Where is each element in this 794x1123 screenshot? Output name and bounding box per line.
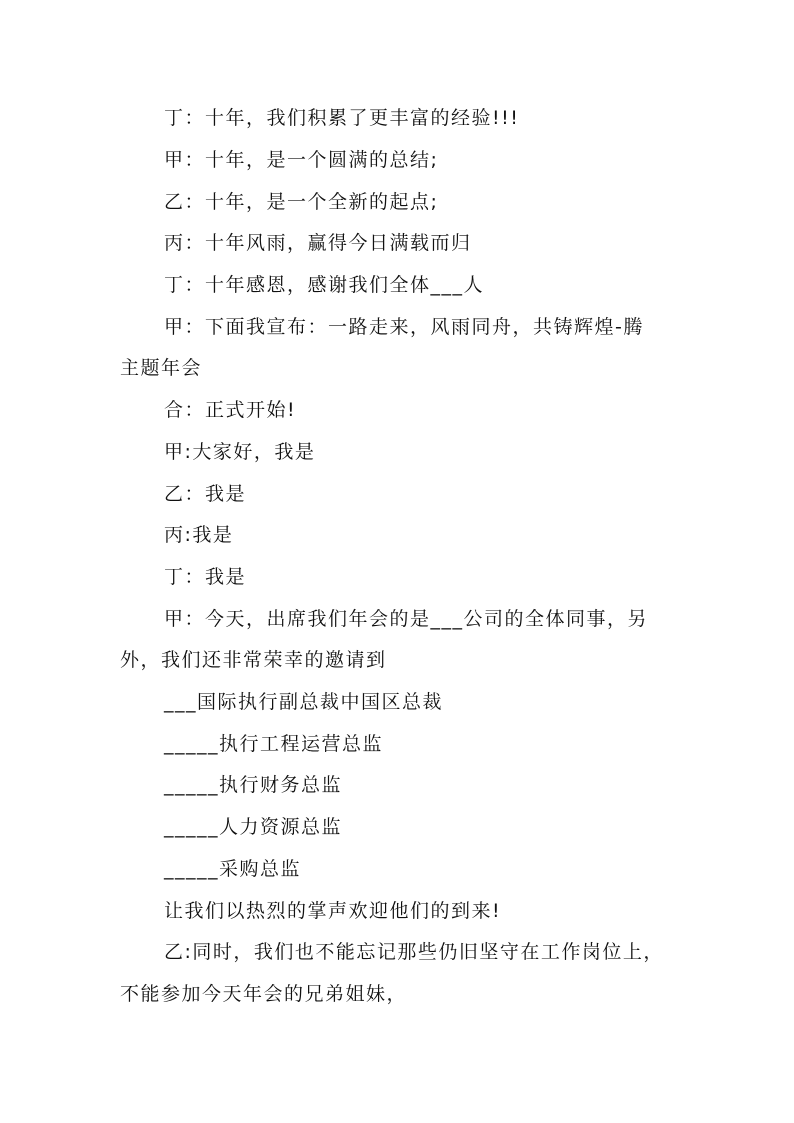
text-line: 乙:同时，我们也不能忘记那些仍旧坚守在工作岗位上， [164,941,664,963]
text-line: 甲：今天，出席我们年会的是___公司的全体同事，另 [164,608,649,630]
text-line: _____采购总监 [164,858,302,880]
text-line: 甲：十年，是一个圆满的总结; [164,149,439,171]
text-line: 外，我们还非常荣幸的邀请到 [120,649,387,671]
text-line: 让我们以热烈的掌声欢迎他们的到来! [164,900,502,922]
text-line: 丁：我是 [164,566,247,588]
text-line: 不能参加今天年会的兄弟姐妹， [120,983,408,1005]
text-line: 乙：十年，是一个全新的起点; [164,191,439,213]
text-line: _____执行工程运营总监 [164,733,384,755]
text-line: _____执行财务总监 [164,774,343,796]
text-line: _____人力资源总监 [164,816,343,838]
text-line: 丙:我是 [164,524,234,546]
text-line: 甲：下面我宣布：一路走来，风雨同舟，共铸辉煌-腾 [164,316,644,338]
text-line: 丙：十年风雨，赢得今日满载而归 [164,232,472,254]
text-line: 主题年会 [120,357,203,379]
text-line: 甲:大家好，我是 [164,441,316,463]
text-line: ___国际执行副总裁中国区总裁 [164,691,444,713]
text-line: 乙：我是 [164,483,247,505]
text-line: 合：正式开始! [164,399,297,421]
text-line: 丁：十年，我们积累了更丰富的经验!!! [164,107,520,129]
text-line: 丁：十年感恩，感谢我们全体___人 [164,274,485,296]
